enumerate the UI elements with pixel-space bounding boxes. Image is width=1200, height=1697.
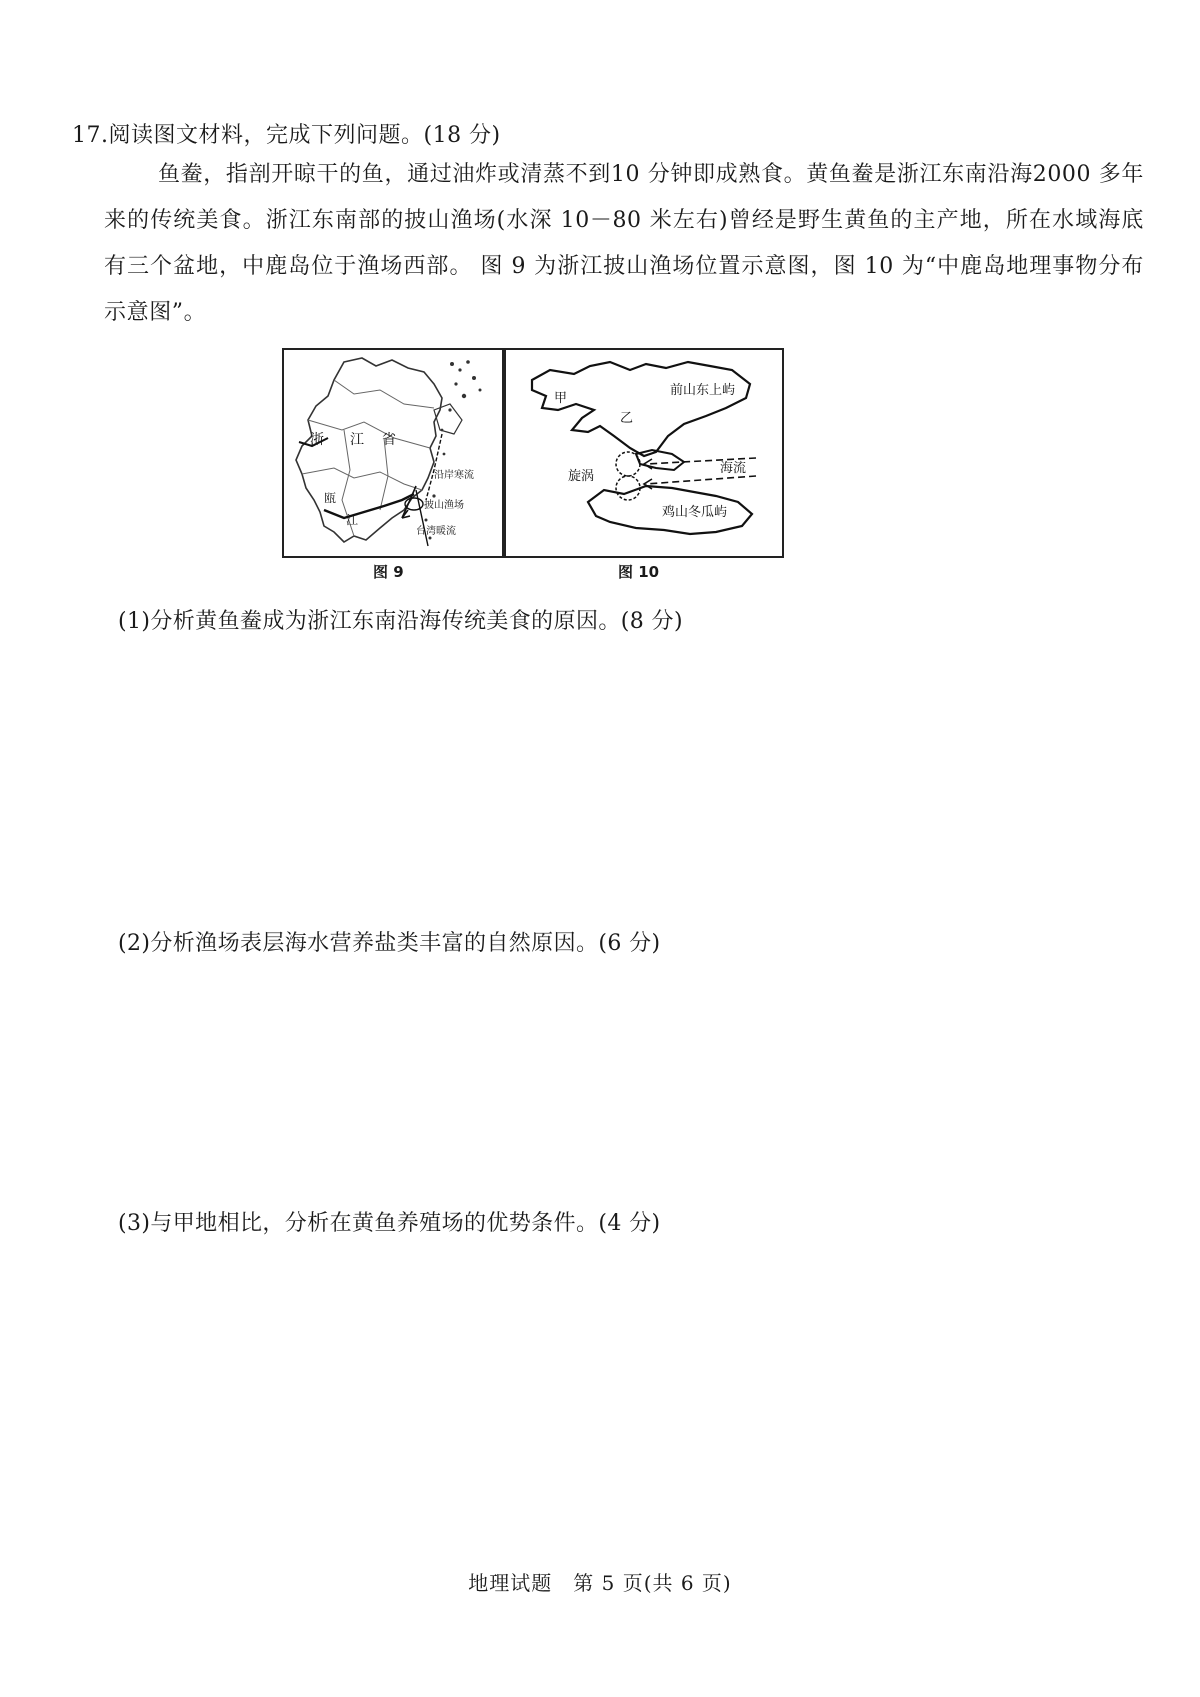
label-current: 海流	[720, 461, 747, 476]
question-paragraph: 鱼鲞，指剖开晾干的鱼，通过油炸或清蒸不到10 分钟即成熟食。黄鱼鲞是浙江东南沿海2000 多年来的传统美食。浙江东南部的披山渔场(水深 10－80 米左右)曾经是野生黄鱼的主产地，所在水域海底有三个盆地，中鹿岛位于渔场西部。 图 9 为浙江披山渔场位置示意图，图 10 为“中鹿岛地理事物分布示意图”。	[104, 162, 1144, 325]
label-vortex: 旋涡	[568, 469, 595, 484]
zhonglu-island-map	[506, 350, 782, 556]
label-zhe: 浙	[310, 432, 324, 448]
page-footer: 地理试题 第 5 页(共 6 页)	[468, 1571, 732, 1595]
label-sheng: 省	[382, 432, 396, 448]
label-north-island: 前山东上屿	[670, 383, 736, 398]
figure-9-map	[282, 348, 504, 558]
subquestion-2: (2)分析渔场表层海水营养盐类丰富的自然原因。(6 分)	[118, 931, 661, 956]
label-jiang: 江	[350, 432, 364, 448]
subquestion-3: (3)与甲地相比，分析在黄鱼养殖场的优势条件。(4 分)	[118, 1211, 661, 1236]
label-fishery: 披山渔场	[424, 500, 464, 511]
zhejiang-map	[284, 350, 502, 556]
subquestion-1: (1)分析黄鱼鲞成为浙江东南沿海传统美食的原因。(8 分)	[118, 609, 683, 634]
label-river-jiang: 江	[346, 513, 359, 527]
question-title: 17.阅读图文材料，完成下列问题。(18 分)	[72, 123, 501, 148]
label-coastal-current: 沿岸寒流	[434, 470, 474, 481]
label-jia: 甲	[554, 391, 568, 406]
label-yi: 乙	[620, 411, 634, 426]
label-south-island: 鸡山冬瓜屿	[662, 505, 728, 520]
figure-10-caption: 图 10	[618, 563, 660, 581]
figure-10-map	[504, 348, 784, 558]
figure-9-caption: 图 9	[373, 563, 404, 581]
label-warm-current: 台湾暖流	[416, 526, 456, 537]
label-ou: 瓯	[324, 491, 337, 505]
